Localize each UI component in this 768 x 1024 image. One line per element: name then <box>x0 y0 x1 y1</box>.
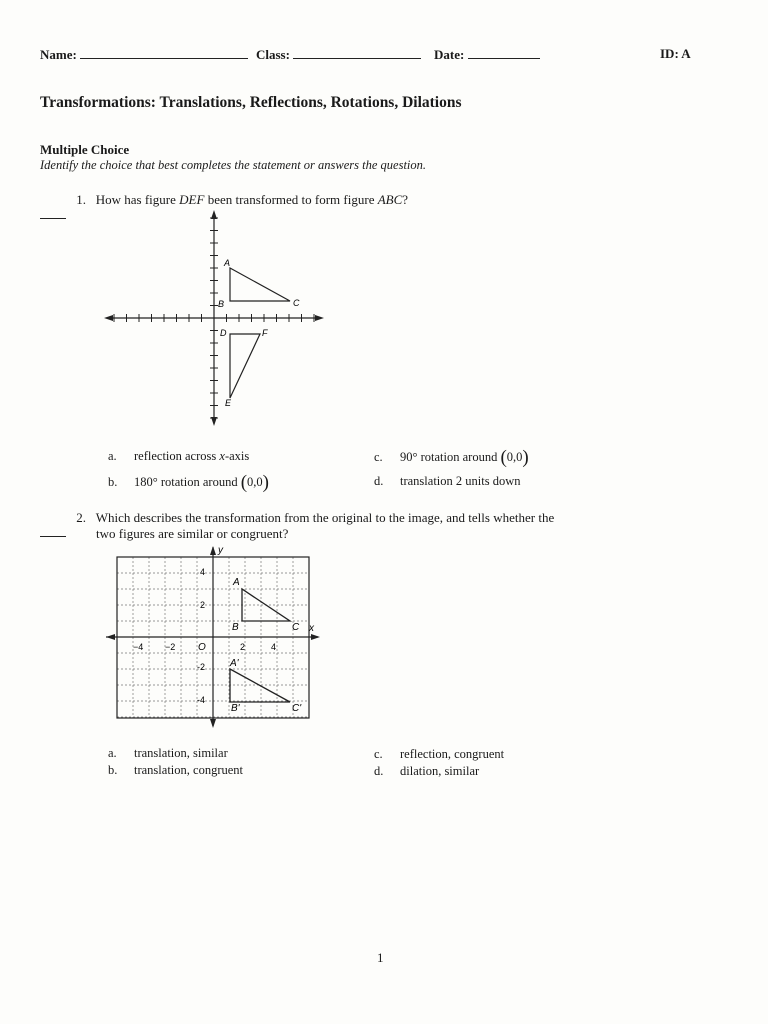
q1-label-e: E <box>225 398 232 408</box>
q2-x-axis-label: x <box>309 623 314 634</box>
q2-y-tick-4: 4 <box>200 567 206 577</box>
question-2 <box>68 510 628 542</box>
q1-x-arrow-right <box>315 315 324 321</box>
q2-label-a: A <box>233 577 240 588</box>
triangle-def <box>230 334 260 398</box>
q2-x-tick-neg4: −4 <box>133 642 144 652</box>
question-1 <box>68 192 408 208</box>
q1-label-a: A <box>224 258 231 268</box>
q1-x-arrow-left <box>104 315 113 321</box>
q2-y-tick-neg4: -4 <box>197 695 206 705</box>
section-instructions: Identify the choice that best completes the statement or answers the question. <box>40 158 427 172</box>
q2-choice-c[interactable]: c. reflection, congruent <box>374 747 505 761</box>
date-label: Date: <box>434 47 465 62</box>
q2-x-tick-4: 4 <box>271 642 277 652</box>
page-number: 1 <box>377 950 384 965</box>
q2-label-b-prime: B' <box>231 703 240 714</box>
q2-y-axis-label: y <box>218 545 223 556</box>
date-field[interactable] <box>434 46 540 63</box>
id-label: ID: A <box>660 46 691 61</box>
q2-x-arrow-right <box>311 634 320 640</box>
triangle-abc <box>230 268 290 301</box>
q1-label-d: D <box>220 328 227 338</box>
q1-choice-d[interactable]: d. translation 2 units down <box>374 474 521 488</box>
class-line[interactable] <box>293 46 421 59</box>
q1-choice-c[interactable]: c. 90° rotation around (0,0) <box>374 447 529 468</box>
section-heading: Multiple Choice <box>40 142 130 157</box>
q2-x-arrow-left <box>106 634 115 640</box>
q2-coordinate-graph <box>104 544 326 730</box>
q1-choice-a[interactable]: a. reflection across x-axis <box>108 449 250 463</box>
q2-choice-b[interactable]: b. translation, congruent <box>108 763 243 777</box>
q1-text: How has figure DEF been transformed to form figure ABC? <box>95 192 409 207</box>
q1-label-c: C <box>293 298 300 308</box>
q1-label-b: B <box>218 299 225 309</box>
q2-label-a-prime: A' <box>230 658 239 669</box>
q2-label-b: B <box>232 622 239 633</box>
q2-choice-d[interactable]: d. dilation, similar <box>374 764 480 778</box>
name-field[interactable] <box>40 46 248 63</box>
q2-x-tick-neg2: −2 <box>165 642 176 652</box>
q2-triangle-abc-prime <box>230 669 290 702</box>
q2-choice-a[interactable]: a. translation, similar <box>108 746 228 760</box>
name-line[interactable] <box>80 46 248 59</box>
q2-number: 2. <box>76 510 86 525</box>
name-label: Name: <box>40 47 77 62</box>
q2-y-arrow-up <box>210 546 216 555</box>
q2-origin-label: O <box>198 642 206 653</box>
q2-text-line2: two figures are similar or congruent? <box>96 526 289 541</box>
q2-label-c: C <box>292 622 300 633</box>
q2-y-arrow-down <box>210 719 216 728</box>
q2-answer-blank[interactable] <box>40 524 66 542</box>
q1-answer-blank[interactable] <box>40 206 66 224</box>
q1-choice-b[interactable]: b. 180° rotation around (0,0) <box>108 472 269 493</box>
q1-coordinate-graph <box>100 208 330 430</box>
date-line[interactable] <box>468 46 540 59</box>
q1-number: 1. <box>76 192 86 207</box>
q2-y-tick-neg2: -2 <box>197 662 206 672</box>
q2-y-tick-2: 2 <box>200 600 206 610</box>
q2-label-c-prime: C' <box>292 703 302 714</box>
class-label: Class: <box>256 47 290 62</box>
page-title: Transformations: Translations, Reflections, Rotations, Dilations <box>40 94 462 111</box>
q1-label-f: F <box>262 328 268 338</box>
q2-x-tick-2: 2 <box>240 642 246 652</box>
q2-text-line1: Which describes the transformation from the original to the image, and tells whether the <box>95 510 555 525</box>
class-field[interactable] <box>256 46 421 63</box>
